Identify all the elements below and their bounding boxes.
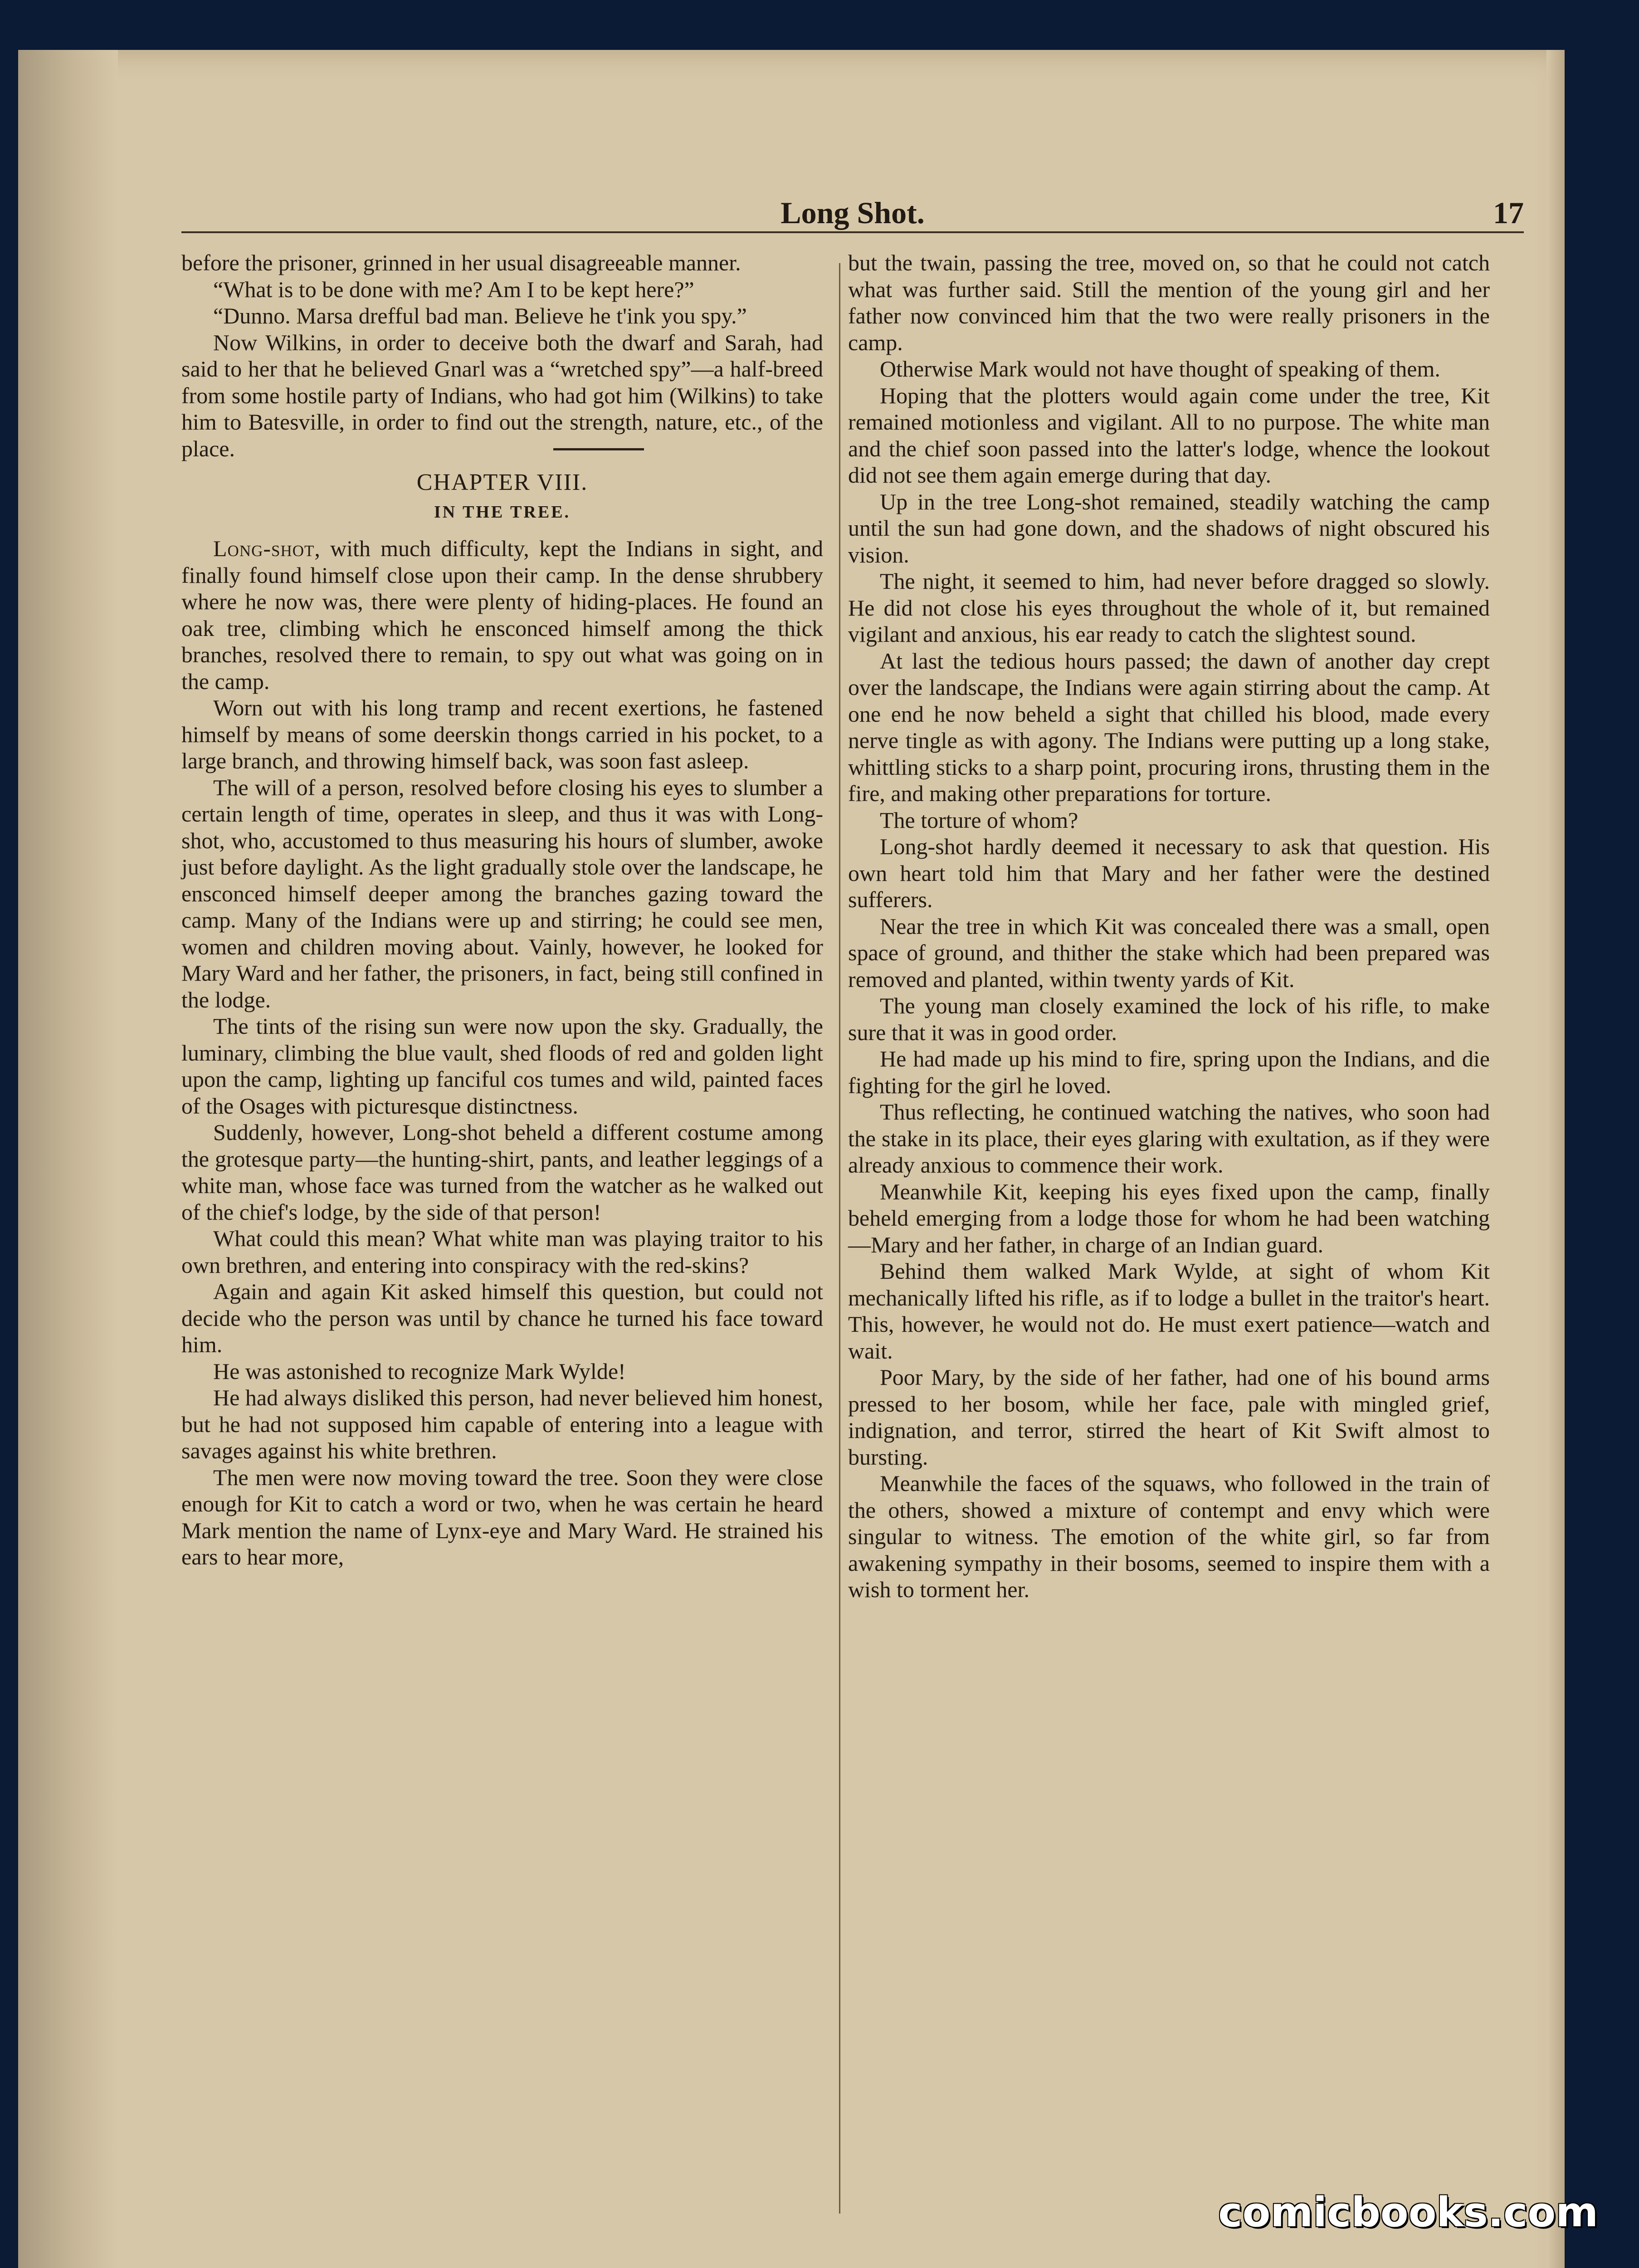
paragraph: Again and again Kit asked himself this question, but could not decide who the person was until by chance he turned his face toward him. bbox=[181, 1279, 823, 1357]
running-title: Long Shot. bbox=[780, 196, 925, 230]
paragraph: but the twain, passing the tree, moved on, so that he could not catch what was further said. Still the mention of the young girl and her father now convinced him that the two were really prisoners in the camp. bbox=[848, 250, 1490, 355]
paragraph: What could this mean? What white man was playing traitor to his own brethren, and entering into conspiracy with the red-skins? bbox=[181, 1226, 823, 1278]
paragraph: Now Wilkins, in order to deceive both the dwarf and Sarah, had said to her that he believed Gnarl was a “wretched spy”—a half-breed from some hostile party of Indians, who had got him (Wilkins) to take him to Batesville, in order to find out the strength, nature, etc., of the place. bbox=[181, 329, 823, 461]
paragraph: Behind them walked Mark Wylde, at sight of whom Kit mechanically lifted his rifle, as if to lodge a bullet in the traitor's heart. This, however, he would not do. He must exert patience—watch and wait. bbox=[848, 1258, 1490, 1364]
chapter-subtitle: IN THE TREE. bbox=[434, 502, 571, 522]
paragraph: “What is to be done with me? Am I to be kept here?” bbox=[213, 276, 694, 302]
paragraph: Worn out with his long tramp and recent exertions, he fastened himself by means of some deerskin thongs carried in his pocket, to a large branch, and throwing himself back, was soon fast asleep. bbox=[181, 695, 823, 773]
page-edge bbox=[1546, 50, 1565, 2268]
column-divider bbox=[839, 263, 840, 2214]
paragraph: Hoping that the plotters would again come under the tree, Kit remained motionless and vigilant. All to no purpose. The white man and the chief soon passed into the latter's lodge, whence the lookout did not see them again emerge during that day. bbox=[848, 382, 1490, 488]
paragraph: Meanwhile Kit, keeping his eyes fixed upon the camp, finally beheld emerging from a lodge those for whom he had been watching—Mary and her father, in charge of an Indian guard. bbox=[848, 1178, 1490, 1257]
paragraph: At last the tedious hours passed; the dawn of another day crept over the landscape, the Indians were again stirring about the camp. At one end he now beheld a sight that chilled his blood, made every nerve tingle as with agony. The Indians were putting up a long stake, whittling sticks to a sharp point, procuring irons, thrusting them in the fire, and making other preparations for torture. bbox=[848, 648, 1490, 806]
page-number: 17 bbox=[1493, 196, 1524, 230]
lead-word: Long-shot bbox=[213, 536, 315, 561]
paragraph: “Dunno. Marsa drefful bad man. Believe he t'ink you spy.” bbox=[213, 303, 747, 328]
running-header bbox=[181, 154, 1524, 233]
paragraph: The torture of whom? bbox=[880, 807, 1078, 833]
paragraph: The tints of the rising sun were now upon the sky. Gradually, the luminary, climbing the blue vault, shed floods of red and golden light upon the camp, lighting up fanciful cos tumes and wild, painted faces of the Osages with picturesque distinctness. bbox=[181, 1013, 823, 1119]
paragraph: The night, it seemed to him, had never before dragged so slowly. He did not close his eyes throughout the whole of it, but remained vigilant and anxious, his ear ready to catch the slightest sound. bbox=[848, 568, 1490, 647]
watermark: comicbooks.com bbox=[1218, 2189, 1598, 2236]
paragraph bbox=[181, 535, 823, 694]
paragraph: He had made up his mind to fire, spring upon the Indians, and die fighting for the girl he loved. bbox=[848, 1046, 1490, 1098]
paragraph: He had always disliked this person, had never believed him honest, but he had not supposed him capable of entering into a league with savages against his white brethren. bbox=[181, 1385, 823, 1463]
left-column bbox=[181, 249, 823, 1570]
right-column bbox=[848, 249, 1490, 1603]
paragraph: before the prisoner, grinned in her usual disagreeable manner. bbox=[181, 250, 741, 275]
paragraph: He was astonished to recognize Mark Wylde! bbox=[213, 1358, 626, 1384]
chapter-heading: CHAPTER VIII. bbox=[416, 469, 588, 495]
page-spine bbox=[18, 50, 118, 2268]
paragraph: Thus reflecting, he continued watching the natives, who soon had the stake in its place, their eyes glaring with exultation, as if they were already anxious to commence their work. bbox=[848, 1099, 1490, 1178]
paragraph-text: , with much difficulty, kept the Indians in sight, and finally found himself close upon their camp. In the dense shrubbery where he now was, there were plenty of hiding-places. He found an oak tree, climbing which he ensconced himself among the thick branches, resolved there to remain, to spy out what was going on in the camp. bbox=[181, 536, 823, 694]
paragraph: Suddenly, however, Long-shot beheld a different costume among the grotesque party—the hunting-shirt, pants, and leather leggings of a white man, whose face was turned from the watcher as he walked out of the chief's lodge, by the side of that person! bbox=[181, 1119, 823, 1225]
book-page bbox=[18, 50, 1565, 2268]
section-rule bbox=[553, 448, 644, 450]
paragraph: Long-shot hardly deemed it necessary to ask that question. His own heart told him that Mary and her father were the destined sufferers. bbox=[848, 834, 1490, 912]
paragraph: Otherwise Mark would not have thought of speaking of them. bbox=[880, 356, 1440, 381]
paragraph: Near the tree in which Kit was concealed there was a small, open space of ground, and thither the stake which had been prepared was removed and planted, within twenty yards of Kit. bbox=[848, 913, 1490, 992]
paragraph: Up in the tree Long-shot remained, steadily watching the camp until the sun had gone down, and the shadows of night obscured his vision. bbox=[848, 489, 1490, 567]
paragraph: The young man closely examined the lock of his rifle, to make sure that it was in good order. bbox=[848, 993, 1490, 1045]
paragraph: The will of a person, resolved before closing his eyes to slumber a certain length of time, operates in sleep, and thus it was with Long-shot, who, accustomed to thus measuring his hours of slumber, awoke just before daylight. As the light gradually stole over the landscape, he ensconced himself deeper among the branches gazing toward the camp. Many of the Indians were up and stirring; he could see men, women and children moving about. Vainly, however, he looked for Mary Ward and her father, the prisoners, in fact, being still confined in the lodge. bbox=[181, 774, 823, 1012]
paragraph: Meanwhile the faces of the squaws, who followed in the train of the others, showed a mixture of contempt and envy which were singular to witness. The emotion of the white girl, so far from awakening sympathy in their bosoms, seemed to inspire them with a wish to torment her. bbox=[848, 1471, 1490, 1602]
paragraph: Poor Mary, by the side of her father, had one of his bound arms pressed to her bosom, while her face, pale with mingled grief, indignation, and terror, stirred the heart of Kit Swift almost to bursting. bbox=[848, 1364, 1490, 1470]
paragraph: The men were now moving toward the tree. Soon they were close enough for Kit to catch a word or two, when he was certain he heard Mark mention the name of Lynx-eye and Mary Ward. He strained his ears to hear more, bbox=[181, 1464, 823, 1569]
